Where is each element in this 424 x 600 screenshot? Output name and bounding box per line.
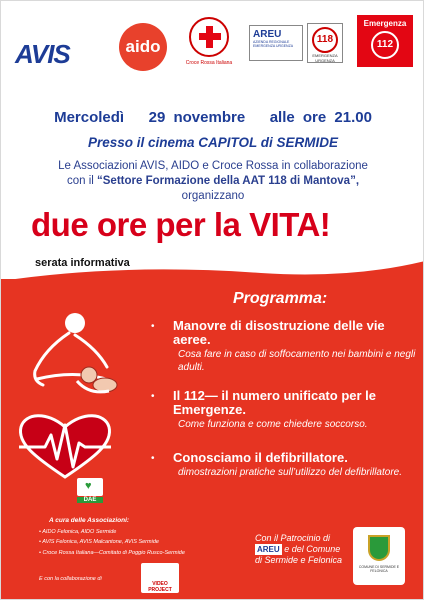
dae-label: DAE — [77, 497, 103, 503]
patrocinio-line-3: di Sermide e Felonica — [255, 555, 343, 565]
subheadline: serata informativa — [35, 257, 130, 269]
programma-item-title: Conosciamo il defibrillatore. — [173, 450, 348, 465]
logo-118-subtitle: EMERGENZA URGENZA — [312, 53, 338, 63]
event-day: Mercoledì — [54, 109, 125, 126]
comune-label: COMUNE DI SERMIDE E FELONICA — [358, 565, 400, 573]
programma-item-desc: dimostrazioni pratiche sull’utilizzo del defibrillatore. — [178, 467, 402, 478]
organizers-title: A cura delle Associazioni: — [49, 517, 130, 524]
emergenza-112-logo — [357, 15, 413, 67]
programma-item-desc: Cosa fare in caso di soffocamento nei bambini e negli adulti. — [178, 349, 416, 373]
programma-title: Programma: — [233, 290, 328, 307]
sponsor-logos — [1, 15, 424, 73]
organizers-list — [39, 516, 185, 558]
programma-item-title: Il 112— il numero unificato per le Emergenze. — [173, 388, 376, 417]
areu-subtitle: AZIENDA REGIONALE EMERGENZA URGENZA — [253, 40, 294, 48]
choking-rescue-illustration — [17, 309, 137, 399]
patrocinio-line-2: e del Comune — [284, 544, 341, 554]
video-project-label: VIDEO PROJECT — [148, 581, 172, 593]
programma-item-desc: Come funziona e come chiedere soccorso. — [178, 419, 368, 430]
comune-crest-logo — [353, 527, 405, 585]
intro-line-2: con il “Settore Formazione della AAT 118 di Mantova”, — [66, 175, 360, 187]
event-venue: Presso il cinema CAPITOL di SERMIDE — [87, 135, 339, 150]
areu-inline-logo: AREU — [257, 545, 280, 554]
headline: due ore per la VITA! — [31, 206, 331, 243]
programma-item — [151, 319, 421, 374]
programma-item — [151, 389, 421, 431]
collaboration-text: E con la collaborazione di — [39, 576, 102, 582]
croce-rossa-logo — [179, 17, 239, 66]
shield-icon — [368, 535, 390, 561]
event-time: alle ore 21.00 — [269, 109, 372, 126]
event-date — [1, 109, 424, 126]
bullet-icon: • — [151, 453, 155, 464]
croce-rossa-label: Croce Rossa Italiana — [185, 60, 233, 66]
heart-ecg-icon — [15, 411, 115, 481]
aido-logo: aido — [119, 23, 167, 71]
programma-item — [151, 451, 421, 479]
number-118: 118 — [312, 27, 338, 53]
intro-settore: “Settore Formazione della AAT 118 di Mantova”, — [97, 175, 360, 187]
dae-badge — [77, 478, 103, 503]
number-112: 112 — [371, 31, 399, 59]
areu-name: AREU — [253, 29, 282, 40]
patrocinio-text — [255, 533, 342, 566]
intro-line-1: Le Associazioni AVIS, AIDO e Croce Rossa in collaborazione — [58, 160, 368, 172]
logo-118 — [307, 23, 343, 63]
organizer-row: • AVIS Felonica, AVIS Malcantone, AVIS Sermide — [39, 537, 185, 548]
event-date-value: 29 novembre — [148, 109, 246, 126]
programma-item-title: Manovre di disostruzione delle vie aeree. — [173, 318, 385, 347]
red-cross-icon — [189, 17, 229, 57]
emergenza-label: Emergenza — [363, 19, 407, 28]
areu-logo — [249, 25, 303, 61]
event-intro — [21, 159, 405, 204]
bullet-icon: • — [151, 391, 155, 402]
defibrillator-icon: ♥ — [77, 478, 103, 496]
organizer-row: • Croce Rossa Italiana—Comitato di Poggio Rusco-Sermide — [39, 548, 185, 559]
bullet-icon: • — [151, 321, 155, 332]
intro-line-3: organizzano — [181, 190, 245, 202]
avis-logo: AVIS — [15, 39, 70, 69]
video-project-logo — [141, 563, 179, 593]
organizer-row: • AIDO Felonica, AIDO Sermide — [39, 527, 185, 538]
patrocinio-line-1: Con il Patrocinio di — [255, 533, 331, 543]
